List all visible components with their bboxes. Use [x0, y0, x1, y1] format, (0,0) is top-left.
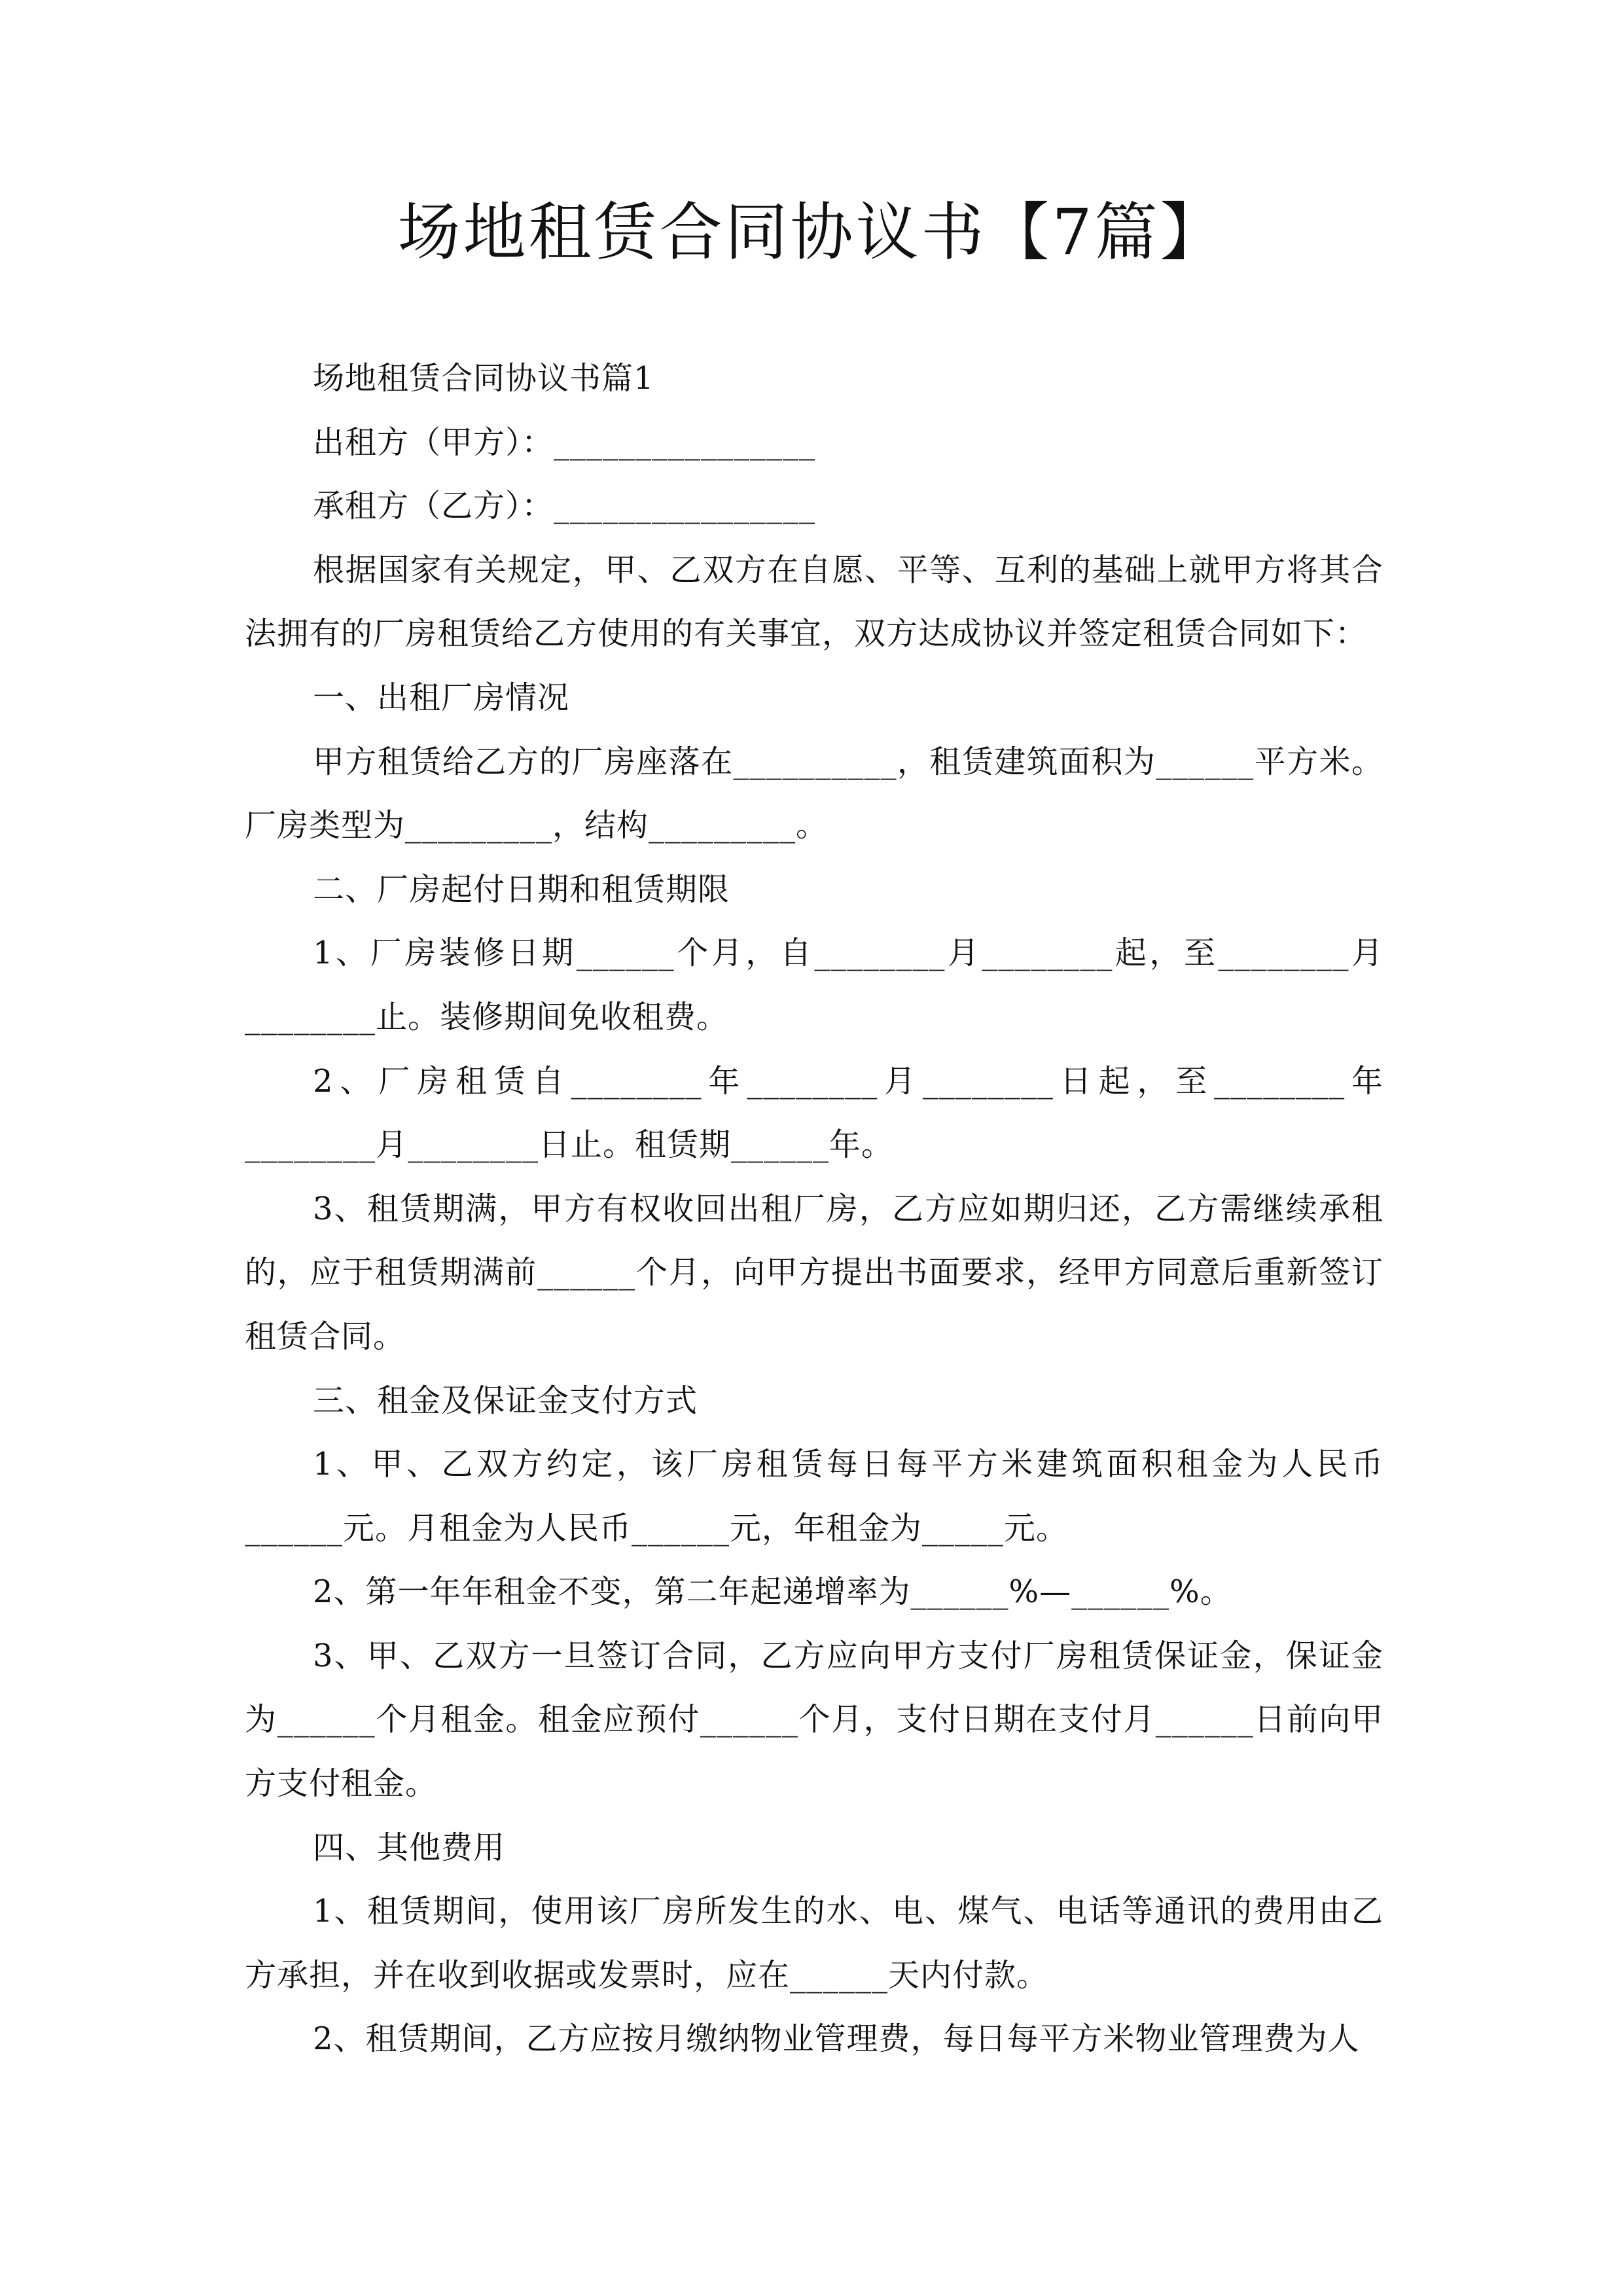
clause-paragraph: 1、厂房装修日期______个月，自________月________起，至________月________止。装修期间免收租费。	[245, 935, 1383, 1035]
clause-paragraph: 2、租赁期间，乙方应按月缴纳物业管理费，每日每平方米物业管理费为人	[313, 2020, 1360, 2058]
document-body	[245, 347, 1383, 2072]
page-title: 场地租赁合同协议书【7篇】	[397, 196, 1226, 269]
clause-paragraph: 3、租赁期满，甲方有权收回出租厂房，乙方应如期归还，乙方需继续承租的，应于租赁期满前______个月，向甲方提出书面要求，经甲方同意后重新签订租赁合同。	[245, 1190, 1383, 1355]
clause-paragraph: 1、甲、乙双方约定，该厂房租赁每日每平方米建筑面积租金为人民币______元。月租金为人民币______元，年租金为_____元。	[245, 1446, 1383, 1547]
clause-heading: 一、出租厂房情况	[313, 679, 570, 716]
clause-paragraph: 2、厂房租赁自________年________月________日起，至________年________月________日止。租赁期______年。	[245, 1062, 1383, 1164]
clause-paragraph: 1、租赁期间，使用该厂房所发生的水、电、煤气、电话等通讯的费用由乙方承担，并在收到收据或发票时，应在______天内付款。	[245, 1893, 1383, 1994]
clause-heading: 四、其他费用	[313, 1829, 506, 1866]
lessor-line: 出租方（甲方）：________________	[313, 423, 816, 461]
clause-heading: 二、厂房起付日期和租赁期限	[313, 870, 730, 908]
section-heading: 场地租赁合同协议书篇1	[313, 360, 654, 397]
lessee-line: 承租方（乙方）：________________	[313, 488, 816, 525]
clause-paragraph: 3、甲、乙双方一旦签订合同，乙方应向甲方支付厂房租赁保证金，保证金为______个月租金。租金应预付______个月，支付日期在支付月______日前向甲方支付租金。	[245, 1637, 1383, 1803]
clause-paragraph: 2、第一年年租金不变，第二年起递增率为______%—______%。	[313, 1573, 1232, 1611]
clause-heading: 三、租金及保证金支付方式	[313, 1382, 698, 1419]
preamble-paragraph: 根据国家有关规定，甲、乙双方在自愿、平等、互利的基础上就甲方将其合法拥有的厂房租赁给乙方使用的有关事宜，双方达成协议并签定租赁合同如下：	[245, 551, 1383, 653]
clause-paragraph: 甲方租赁给乙方的厂房座落在__________，租赁建筑面积为______平方米。厂房类型为_________，结构_________。	[245, 743, 1383, 844]
